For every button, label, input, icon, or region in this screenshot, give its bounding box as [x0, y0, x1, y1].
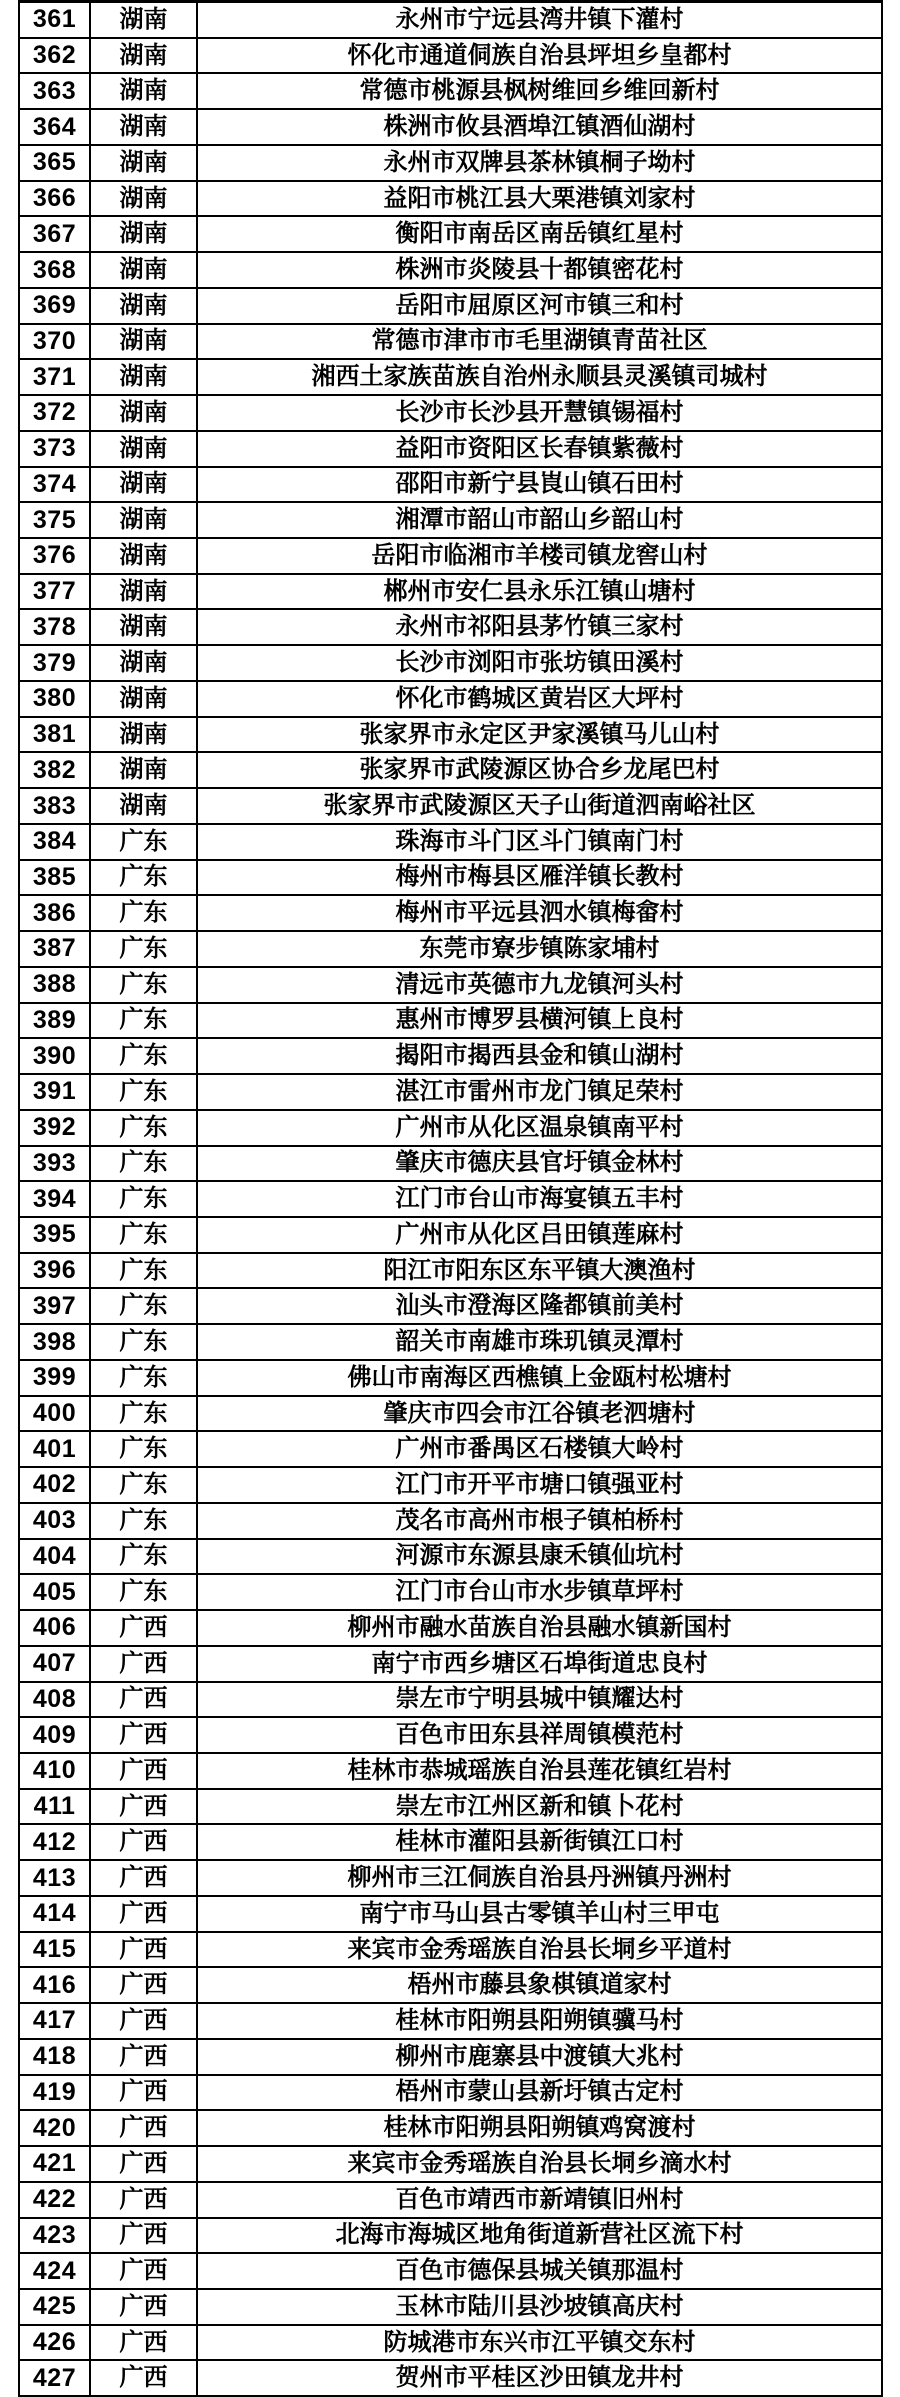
row-number-cell: 375 [20, 503, 91, 537]
row-number-cell: 374 [20, 468, 91, 502]
row-number-cell: 386 [20, 896, 91, 930]
row-number-cell: 391 [20, 1075, 91, 1109]
row-number-cell: 400 [20, 1397, 91, 1431]
province-cell: 广东 [91, 932, 198, 966]
province-cell: 湖南 [91, 610, 198, 644]
table-row [20, 110, 881, 146]
village-name-cell: 梧州市蒙山县新圩镇古定村 [395, 2078, 684, 2106]
table-row [20, 2040, 881, 2076]
province-cell: 广东 [91, 1254, 198, 1288]
table-row [20, 2219, 881, 2255]
table-row [20, 360, 881, 396]
row-number-cell: 409 [20, 1718, 91, 1752]
table-row [20, 646, 881, 682]
row-number-cell: 379 [20, 646, 91, 680]
table-row [20, 74, 881, 110]
province-cell: 广东 [91, 1397, 198, 1431]
village-name-cell: 广州市从化区温泉镇南平村 [395, 1113, 684, 1141]
village-name-cell: 柳州市融水苗族自治县融水镇新国村 [347, 1613, 732, 1641]
province-cell: 湖南 [91, 753, 198, 787]
province-cell: 湖南 [91, 253, 198, 287]
village-name-cell: 常德市桃源县枫树维回乡维回新村 [359, 77, 720, 105]
row-number-cell: 364 [20, 110, 91, 144]
table-row [20, 1647, 881, 1683]
village-name-cell: 韶关市南雄市珠玑镇灵潭村 [395, 1328, 684, 1356]
row-number-cell: 372 [20, 396, 91, 430]
row-number-cell: 373 [20, 432, 91, 466]
province-cell: 广东 [91, 1147, 198, 1181]
table-row [20, 39, 881, 75]
row-number-cell: 399 [20, 1361, 91, 1395]
table-row [20, 1254, 881, 1290]
table-row [20, 539, 881, 575]
row-number-cell: 363 [20, 74, 91, 108]
province-cell: 湖南 [91, 3, 198, 37]
village-name-cell: 益阳市桃江县大栗港镇刘家村 [383, 184, 696, 212]
table-row [20, 861, 881, 897]
table-row [20, 1790, 881, 1826]
village-name-cell: 崇左市江州区新和镇卜花村 [395, 1792, 684, 1820]
row-number-cell: 423 [20, 2219, 91, 2253]
province-cell: 广西 [91, 2076, 198, 2110]
province-cell: 广西 [91, 1683, 198, 1717]
row-number-cell: 421 [20, 2147, 91, 2181]
province-cell: 广东 [91, 1111, 198, 1145]
village-name-cell: 茂名市高州市根子镇柏桥村 [395, 1506, 684, 1534]
village-name-cell: 永州市祁阳县茅竹镇三家村 [395, 613, 684, 641]
table-row [20, 1182, 881, 1218]
province-cell: 湖南 [91, 432, 198, 466]
province-cell: 湖南 [91, 575, 198, 609]
village-name-cell: 长沙市长沙县开慧镇锡福村 [395, 398, 684, 426]
village-name-cell: 衡阳市南岳区南岳镇红星村 [395, 220, 684, 248]
row-number-cell: 401 [20, 1432, 91, 1466]
village-name-cell: 梧州市藤县象棋镇道家村 [407, 1971, 672, 1999]
province-cell: 湖南 [91, 146, 198, 180]
village-name-cell: 株洲市炎陵县十都镇密花村 [395, 256, 684, 283]
row-number-cell: 370 [20, 325, 91, 359]
table-row [20, 1289, 881, 1325]
row-number-cell: 403 [20, 1504, 91, 1538]
row-number-cell: 365 [20, 146, 91, 180]
province-cell: 湖南 [91, 789, 198, 823]
row-number-cell: 410 [20, 1754, 91, 1788]
village-name-cell: 湛江市雷州市龙门镇足荣村 [395, 1077, 684, 1105]
table-row [20, 1718, 881, 1754]
table-row [20, 289, 881, 325]
village-name-cell: 南宁市马山县古零镇羊山村三甲屯 [359, 1899, 720, 1927]
row-number-cell: 411 [20, 1790, 91, 1824]
village-name-cell: 桂林市灌阳县新街镇江口村 [395, 1828, 684, 1856]
province-cell: 广东 [91, 1325, 198, 1359]
province-cell: 广东 [91, 1218, 198, 1252]
village-name-cell: 广州市番禺区石楼镇大岭村 [395, 1435, 684, 1463]
row-number-cell: 392 [20, 1111, 91, 1145]
row-number-cell: 368 [20, 253, 91, 287]
village-name-cell: 桂林市恭城瑶族自治县莲花镇红岩村 [347, 1756, 732, 1784]
row-number-cell: 390 [20, 1039, 91, 1073]
village-name-cell: 河源市东源县康禾镇仙坑村 [395, 1542, 684, 1570]
row-number-cell: 419 [20, 2076, 91, 2110]
table-row [20, 610, 881, 646]
table-row [20, 1611, 881, 1647]
row-number-cell: 361 [20, 3, 91, 37]
table-row [20, 1754, 881, 1790]
province-cell: 广西 [91, 2290, 198, 2324]
province-cell: 湖南 [91, 39, 198, 73]
row-number-cell: 420 [20, 2111, 91, 2145]
village-name-cell: 永州市宁远县湾井镇下灌村 [395, 5, 684, 33]
table-row [20, 2147, 881, 2183]
province-cell: 广西 [91, 2254, 198, 2288]
table-row [20, 1968, 881, 2004]
row-number-cell: 362 [20, 39, 91, 73]
table-row [20, 182, 881, 218]
village-name-cell: 肇庆市四会市江谷镇老泗塘村 [383, 1399, 696, 1427]
village-name-cell: 江门市台山市海宴镇五丰村 [395, 1185, 684, 1213]
province-cell: 广西 [91, 1647, 198, 1681]
table-row [20, 1504, 881, 1540]
table-row [20, 1111, 881, 1147]
row-number-cell: 387 [20, 932, 91, 966]
province-cell: 广西 [91, 2147, 198, 2181]
village-name-cell: 佛山市南海区西樵镇上金瓯村松塘村 [347, 1363, 732, 1391]
village-name-cell: 郴州市安仁县永乐江镇山塘村 [383, 577, 696, 605]
row-number-cell: 427 [20, 2361, 91, 2395]
province-cell: 湖南 [91, 646, 198, 680]
row-number-cell: 406 [20, 1611, 91, 1645]
table-row [20, 253, 881, 289]
province-cell: 广东 [91, 1361, 198, 1395]
table-row [20, 1933, 881, 1969]
village-name-cell: 常德市津市市毛里湖镇青苗社区 [371, 327, 708, 355]
province-cell: 湖南 [91, 74, 198, 108]
province-cell: 广东 [91, 1182, 198, 1216]
row-number-cell: 378 [20, 610, 91, 644]
village-name-cell: 岳阳市屈原区河市镇三和村 [395, 291, 684, 319]
province-cell: 广西 [91, 2111, 198, 2145]
table-row [20, 468, 881, 504]
village-name-cell: 邵阳市新宁县崀山镇石田村 [395, 470, 684, 498]
table-row [20, 2254, 881, 2290]
province-cell: 湖南 [91, 360, 198, 394]
table-row [20, 1683, 881, 1719]
village-name-cell: 汕头市澄海区隆都镇前美村 [395, 1292, 684, 1320]
province-cell: 广西 [91, 1754, 198, 1788]
village-name-cell: 肇庆市德庆县官圩镇金林村 [395, 1149, 684, 1177]
province-cell: 广西 [91, 2219, 198, 2253]
province-cell: 广东 [91, 1540, 198, 1574]
row-number-cell: 413 [20, 1861, 91, 1895]
row-number-cell: 416 [20, 1968, 91, 2002]
village-name-cell: 柳州市鹿寨县中渡镇大兆村 [395, 2042, 684, 2070]
row-number-cell: 385 [20, 861, 91, 895]
table-row [20, 1361, 881, 1397]
row-number-cell: 397 [20, 1289, 91, 1323]
table-row [20, 217, 881, 253]
row-number-cell: 389 [20, 1004, 91, 1038]
village-name-cell: 怀化市鹤城区黄岩区大坪村 [395, 684, 684, 712]
village-name-cell: 江门市台山市水步镇草坪村 [395, 1578, 684, 1606]
village-name-cell: 玉林市陆川县沙坡镇高庆村 [395, 2292, 684, 2320]
table-row [20, 1325, 881, 1361]
table-row [20, 825, 881, 861]
province-cell: 广西 [91, 1933, 198, 1967]
province-cell: 湖南 [91, 682, 198, 716]
table-row [20, 1039, 881, 1075]
province-cell: 湖南 [91, 396, 198, 430]
row-number-cell: 426 [20, 2326, 91, 2360]
village-name-cell: 清远市英德市九龙镇河头村 [395, 970, 684, 998]
village-name-cell: 百色市靖西市新靖镇旧州村 [395, 2185, 684, 2213]
table-row [20, 432, 881, 468]
province-cell: 广西 [91, 1718, 198, 1752]
table-row [20, 575, 881, 611]
row-number-cell: 380 [20, 682, 91, 716]
village-name-cell: 北海市海城区地角街道新营社区流下村 [335, 2221, 744, 2249]
province-cell: 湖南 [91, 110, 198, 144]
table-row [20, 2183, 881, 2219]
province-cell: 湖南 [91, 182, 198, 216]
province-cell: 湖南 [91, 289, 198, 323]
table-row [20, 789, 881, 825]
village-name-cell: 桂林市阳朔县阳朔镇骥马村 [395, 2006, 684, 2034]
province-cell: 广西 [91, 1825, 198, 1859]
table-row [20, 682, 881, 718]
table-row [20, 1897, 881, 1933]
table-row [20, 325, 881, 361]
province-cell: 湖南 [91, 539, 198, 573]
table-row [20, 503, 881, 539]
row-number-cell: 369 [20, 289, 91, 323]
village-name-cell: 百色市德保县城关镇那温村 [395, 2257, 684, 2285]
table-row [20, 146, 881, 182]
table-row [20, 896, 881, 932]
row-number-cell: 405 [20, 1575, 91, 1609]
table-row [20, 1861, 881, 1897]
province-cell: 广西 [91, 2183, 198, 2217]
row-number-cell: 396 [20, 1254, 91, 1288]
table-row [20, 2076, 881, 2112]
table-row [20, 1540, 881, 1576]
province-cell: 湖南 [91, 217, 198, 251]
row-number-cell: 381 [20, 718, 91, 752]
province-cell: 广东 [91, 1039, 198, 1073]
village-name-cell: 来宾市金秀瑶族自治县长垌乡滴水村 [347, 2149, 732, 2177]
row-number-cell: 383 [20, 789, 91, 823]
table-row [20, 1397, 881, 1433]
province-cell: 广东 [91, 1289, 198, 1323]
table-row [20, 1004, 881, 1040]
province-cell: 广东 [91, 825, 198, 859]
table-row [20, 718, 881, 754]
row-number-cell: 377 [20, 575, 91, 609]
row-number-cell: 418 [20, 2040, 91, 2074]
table-row [20, 753, 881, 789]
village-name-cell: 江门市开平市塘口镇强亚村 [395, 1470, 684, 1498]
row-number-cell: 408 [20, 1683, 91, 1717]
province-cell: 广东 [91, 1075, 198, 1109]
village-table [18, 0, 883, 2397]
table-row [20, 1218, 881, 1254]
row-number-cell: 402 [20, 1468, 91, 1502]
row-number-cell: 414 [20, 1897, 91, 1931]
row-number-cell: 417 [20, 2004, 91, 2038]
row-number-cell: 424 [20, 2254, 91, 2288]
province-cell: 广东 [91, 968, 198, 1002]
row-number-cell: 366 [20, 182, 91, 216]
table-row [20, 3, 881, 39]
row-number-cell: 404 [20, 1540, 91, 1574]
village-name-cell: 岳阳市临湘市羊楼司镇龙窖山村 [371, 541, 708, 569]
table-row [20, 2290, 881, 2326]
row-number-cell: 394 [20, 1182, 91, 1216]
village-name-cell: 长沙市浏阳市张坊镇田溪村 [395, 649, 684, 677]
village-name-cell: 梅州市梅县区雁洋镇长教村 [395, 863, 684, 891]
row-number-cell: 382 [20, 753, 91, 787]
table-row [20, 1075, 881, 1111]
table-row [20, 932, 881, 968]
village-name-cell: 广州市从化区吕田镇莲麻村 [395, 1220, 684, 1248]
village-name-cell: 崇左市宁明县城中镇耀达村 [395, 1685, 684, 1713]
village-name-cell: 永州市双牌县茶林镇桐子坳村 [383, 148, 696, 176]
row-number-cell: 412 [20, 1825, 91, 1859]
province-cell: 广西 [91, 1897, 198, 1931]
row-number-cell: 393 [20, 1147, 91, 1181]
row-number-cell: 388 [20, 968, 91, 1002]
table-row [20, 1468, 881, 1504]
table-row [20, 1575, 881, 1611]
row-number-cell: 367 [20, 217, 91, 251]
row-number-cell: 398 [20, 1325, 91, 1359]
table-row [20, 2111, 881, 2147]
province-cell: 广西 [91, 1790, 198, 1824]
village-name-cell: 桂林市阳朔县阳朔镇鸡窝渡村 [383, 2114, 696, 2142]
village-name-cell: 梅州市平远县泗水镇梅畲村 [395, 899, 684, 927]
row-number-cell: 395 [20, 1218, 91, 1252]
table-row [20, 396, 881, 432]
row-number-cell: 415 [20, 1933, 91, 1967]
table-row [20, 2004, 881, 2040]
village-name-cell: 益阳市资阳区长春镇紫薇村 [395, 434, 684, 462]
table-row [20, 2361, 881, 2397]
table-row [20, 968, 881, 1004]
village-name-cell: 来宾市金秀瑶族自治县长垌乡平道村 [347, 1935, 732, 1963]
row-number-cell: 376 [20, 539, 91, 573]
province-cell: 广西 [91, 2040, 198, 2074]
village-name-cell: 湘潭市韶山市韶山乡韶山村 [395, 506, 684, 534]
table-row [20, 1432, 881, 1468]
village-name-cell: 张家界市武陵源区天子山街道泗南峪社区 [323, 792, 756, 820]
row-number-cell: 425 [20, 2290, 91, 2324]
province-cell: 广东 [91, 1504, 198, 1538]
table-row [20, 2326, 881, 2362]
village-name-cell: 东莞市寮步镇陈家埔村 [419, 934, 660, 962]
village-name-cell: 张家界市武陵源区协合乡龙尾巴村 [359, 756, 720, 784]
village-name-cell: 株洲市攸县酒埠江镇酒仙湖村 [383, 113, 696, 141]
province-cell: 广西 [91, 1611, 198, 1645]
table-row [20, 1825, 881, 1861]
table-row [20, 1147, 881, 1183]
row-number-cell: 422 [20, 2183, 91, 2217]
row-number-cell: 384 [20, 825, 91, 859]
village-name-cell: 惠州市博罗县横河镇上良村 [395, 1006, 684, 1034]
village-name-cell: 防城港市东兴市江平镇交东村 [383, 2328, 696, 2356]
province-cell: 广东 [91, 1468, 198, 1502]
province-cell: 广东 [91, 1004, 198, 1038]
village-name-cell: 珠海市斗门区斗门镇南门村 [395, 827, 684, 855]
province-cell: 广东 [91, 1575, 198, 1609]
village-name-cell: 揭阳市揭西县金和镇山湖村 [395, 1042, 684, 1070]
village-name-cell: 百色市田东县祥周镇模范村 [395, 1721, 684, 1749]
village-name-cell: 怀化市通道侗族自治县坪坦乡皇都村 [347, 41, 732, 69]
row-number-cell: 407 [20, 1647, 91, 1681]
province-cell: 湖南 [91, 718, 198, 752]
province-cell: 湖南 [91, 503, 198, 537]
province-cell: 广西 [91, 1861, 198, 1895]
province-cell: 广东 [91, 1432, 198, 1466]
village-name-cell: 贺州市平桂区沙田镇龙井村 [395, 2364, 684, 2392]
province-cell: 广西 [91, 1968, 198, 2002]
province-cell: 广西 [91, 2326, 198, 2360]
village-name-cell: 湘西土家族苗族自治州永顺县灵溪镇司城村 [311, 363, 768, 391]
province-cell: 广西 [91, 2361, 198, 2395]
village-name-cell: 阳江市阳东区东平镇大澳渔村 [383, 1256, 696, 1284]
province-cell: 湖南 [91, 468, 198, 502]
village-name-cell: 南宁市西乡塘区石埠街道忠良村 [371, 1649, 708, 1677]
province-cell: 广东 [91, 861, 198, 895]
province-cell: 湖南 [91, 325, 198, 359]
province-cell: 广东 [91, 896, 198, 930]
row-number-cell: 371 [20, 360, 91, 394]
village-name-cell: 张家界市永定区尹家溪镇马儿山村 [359, 720, 720, 748]
province-cell: 广西 [91, 2004, 198, 2038]
village-name-cell: 柳州市三江侗族自治县丹洲镇丹洲村 [347, 1864, 732, 1892]
